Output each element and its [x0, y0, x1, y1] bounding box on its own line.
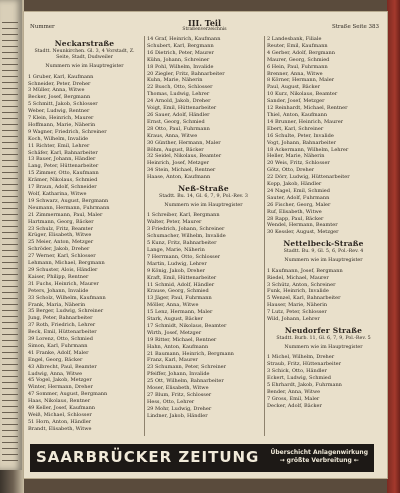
resident-entry: 6 Hein, Paul, Fuhrmann [267, 63, 328, 70]
resident-entry: 49 Keller, Josef, Kaufmann [28, 405, 96, 412]
resident-entry: Brandt, Elisabeth, Witwe [28, 425, 92, 432]
resident-entry: 37 Roth, Friedrich, Lehrer [28, 322, 96, 329]
resident-entry: 10 Kurz, Nikolaus, Beamter [267, 91, 338, 98]
resident-entry: 12 Reinhardt, Michael, Rentner [267, 105, 348, 112]
resident-entry: Frank, Maria, Näherin [28, 301, 86, 308]
resident-entry: 13 Bauer, Johann, Händler [28, 156, 96, 163]
resident-entry: Vogt, Johann, Bahnarbeiter [267, 139, 336, 146]
street-description: Nummern wie im Hauptregister [45, 64, 124, 70]
resident-entry: Schubert, Karl, Bergmann [147, 42, 214, 49]
resident-entry: 3 Schick, Otto, Händler [267, 368, 327, 375]
resident-entry: Paul, August, Bäcker [267, 84, 320, 91]
page-header [28, 18, 381, 34]
street-description: Nummern wie im Hauptregister [164, 203, 243, 209]
resident-entry: 11 Richter, Emil, Lehrer [28, 142, 90, 149]
resident-entry: Becker, Josef, Bergmann [28, 94, 91, 101]
resident-entry: 15 Zimmer, Otto, Kaufmann [28, 170, 99, 177]
street-title: Neß-Straße [178, 184, 229, 194]
ad-title: SAARBRÜCKER ZEITUNG [36, 448, 260, 466]
resident-entry: Lange, Marie, Näherin [147, 246, 205, 253]
resident-entry: Sauter, Adolf, Fuhrmann [267, 194, 330, 201]
street-title: Neckarstraße [54, 39, 115, 48]
street-description: Nummern wie im Hauptregister [284, 345, 363, 351]
street-description: Nummern wie im Hauptregister [284, 258, 363, 264]
resident-entry: Hoffmann, Marie, Näherin [28, 121, 96, 128]
resident-entry: 29 Schuster, Alois, Händler [28, 266, 98, 273]
resident-entry: Lang, Peter, Hüttenarbeiter [28, 163, 99, 170]
header-subtitle: Straßenverzeichnis [182, 27, 227, 32]
header-right: Straße Seite 383 [331, 24, 379, 30]
resident-entry: Thiel, Anton, Kaufmann [267, 111, 328, 118]
resident-entry: Winter, Hermann, Dreher [28, 384, 93, 391]
resident-entry: 22 Dörr, Ludwig, Hüttenarbeiter [267, 174, 350, 181]
column-divider [264, 36, 265, 436]
resident-entry: 1 Schreiber, Karl, Bergmann [147, 212, 220, 219]
resident-entry: Götz, Otto, Dreher [267, 167, 315, 174]
resident-entry: Wolf, Katharina, Witwe [28, 191, 87, 198]
header-left: Nummer [30, 24, 55, 30]
resident-entry: 47 Sommer, August, Bergmann [28, 391, 108, 398]
resident-entry: Walter, Peter, Maurer [147, 219, 202, 226]
resident-entry: Hahn, Anton, Kaufmann [147, 343, 209, 350]
book-cover-edge [387, 0, 400, 493]
resident-entry: 19 Ritter, Michael, Rentner [147, 336, 217, 343]
resident-entry: Schumacher, Wilhelm, Invalide [147, 233, 226, 240]
column-1 [28, 36, 141, 441]
resident-entry: 9 König, Jakob, Dreher [147, 267, 205, 274]
resident-entry: Engel, Georg, Bäcker [28, 356, 83, 363]
resident-entry: 7 Herrmann, Otto, Schlosser [147, 253, 221, 260]
resident-entry: 2 Landesbank, Filiale [267, 36, 322, 42]
resident-entry: Kraft, Emil, Hüttenarbeiter [147, 274, 217, 281]
ad-slogan-line: Überschicht Anlagenwirkung [270, 449, 368, 456]
resident-entry: 3 Schütz, Anton, Schreiner [267, 281, 336, 288]
resident-entry: 25 Meier, Anton, Metzger [28, 239, 94, 246]
resident-entry: 30 Kessler, August, Metzger [267, 229, 339, 236]
resident-entry: Schröder, Jakob, Dreher [28, 246, 90, 253]
resident-entry: Stark, August, Bäcker [147, 316, 203, 323]
resident-entry: 17 Schmidt, Nikolaus, Beamter [147, 322, 227, 329]
resident-entry: Funk, Heinrich, Invalide [267, 288, 329, 295]
resident-entry: 5 Kunz, Fritz, Bahnarbeiter [147, 240, 217, 247]
resident-entry: Heinrich, Josef, Metzger [147, 160, 209, 167]
resident-entry: 3 Müller, Anna, Witwe [28, 87, 85, 94]
resident-entry: 23 Schumann, Peter, Schreiner [147, 364, 227, 371]
resident-entry: 18 Ackermann, Wilhelm, Lehrer [267, 146, 349, 153]
resident-entry: 27 Werner, Karl, Schlosser [28, 253, 96, 260]
resident-entry: 20 Ziegler, Fritz, Bahnarbeiter [147, 70, 225, 77]
resident-entry: Ludwig, Anna, Witwe [28, 370, 83, 377]
resident-entry: 26 Fischer, Georg, Maler [267, 201, 331, 208]
resident-entry: Beck, Emil, Hüttenarbeiter [28, 329, 97, 336]
resident-entry: 1 Kaufmann, Josef, Bergmann [267, 267, 343, 274]
resident-entry: Lindner, Jakob, Händler [147, 412, 208, 419]
resident-entry: 5 Schmitt, Jakob, Schlosser [28, 101, 98, 108]
resident-entry: Kopp, Jakob, Händler [267, 181, 322, 188]
resident-entry: Krämer, Nikolaus, Schmied [28, 177, 98, 184]
resident-entry: 1 Michel, Wilhelm, Dreher [267, 354, 335, 361]
resident-entry: Krause, Georg, Schmied [147, 288, 209, 295]
resident-entry: Thomas, Ludwig, Lehrer [147, 91, 210, 98]
resident-entry: 21 Zimmermann, Paul, Maler [28, 211, 103, 218]
resident-entry: Straub, Fritz, Hüttenarbeiter [267, 361, 341, 368]
resident-entry: Hauser, Marie, Näherin [267, 302, 328, 309]
ad-slogan [271, 449, 368, 465]
resident-entry: Kuhn, Marie, Näherin [147, 77, 203, 84]
resident-entry: 27 Blum, Fritz, Schlosser [147, 392, 212, 398]
resident-entry: 13 Jäger, Paul, Fuhrmann [147, 295, 212, 302]
resident-entry: Ernst, Georg, Schmied [147, 118, 205, 125]
header-part: III. Teil [188, 18, 221, 28]
resident-entry: 8 Körner, Hermann, Maler [267, 77, 335, 84]
resident-entry: 16 Dietrich, Peter, Maurer [147, 49, 214, 56]
ad-slogan-line: → größte Verbreitung ← [279, 457, 359, 464]
resident-entry: Riedel, Michael, Maurer [267, 274, 329, 281]
resident-entry: 17 Braun, Adolf, Schneider [28, 184, 97, 191]
resident-entry: 22 Busch, Otto, Schlosser [147, 84, 213, 91]
resident-entry: 32 Seidel, Nikolaus, Beamter [147, 153, 222, 160]
resident-entry: 39 Lorenz, Otto, Schmied [28, 336, 93, 343]
resident-entry: 35 Berger, Ludwig, Schreiner [28, 308, 104, 315]
resident-entry: 21 Baumann, Heinrich, Bergmann [147, 350, 234, 357]
street-title: Nettelbeck-Straße [283, 239, 364, 249]
resident-entry: Franz, Karl, Maurer [147, 357, 198, 364]
resident-entry: Schneider, Peter, Dreher [28, 80, 91, 87]
resident-entry: Ebert, Karl, Schreiner [267, 125, 324, 132]
resident-entry: Decker, Adolf, Bäcker [267, 402, 322, 409]
resident-entry: Bender, Anna, Witwe [267, 388, 321, 395]
resident-entry: 14 Graf, Heinrich, Kaufmann [147, 36, 221, 42]
resident-entry: 14 Brunner, Heinrich, Maurer [267, 118, 344, 125]
resident-entry: Haas, Nikolaus, Rentner [28, 398, 91, 405]
street-description: Stadtt. Neunkirchen. Gl. 3, 4 Vorstadt, Z. Seite, Stadt, Dudweiler [34, 49, 135, 61]
resident-entry: Maurer, Georg, Schmied [267, 56, 330, 63]
left-page-edge [0, 0, 22, 470]
resident-entry: Martin, Ludwig, Lehrer [147, 260, 207, 267]
resident-entry: Haase, Anton, Kaufmann [147, 174, 211, 181]
resident-entry: Kaiser, Philipp, Rentner [28, 273, 89, 280]
resident-entry: 24 Nagel, Emil, Schmied [267, 187, 330, 194]
resident-entry: 23 Schulz, Fritz, Beamter [28, 225, 94, 232]
resident-entry: Reuter, Emil, Kaufmann [267, 42, 328, 49]
resident-entry: 15 Lenz, Hermann, Maler [147, 309, 213, 316]
resident-entry: Ruf, Elisabeth, Witwe [267, 208, 322, 215]
resident-entry: Krüger, Elisabeth, Witwe [28, 232, 92, 239]
resident-entry: 41 Franke, Adolf, Maler [28, 349, 89, 356]
resident-entry: Voigt, Emil, Hüttenarbeiter [147, 105, 217, 112]
resident-entry: Hartmann, Georg, Bäcker [28, 218, 94, 225]
resident-entry: 9 Wagner, Friedrich, Schreiner [28, 128, 107, 135]
resident-entry: Kraus, Anna, Witwe [147, 132, 198, 139]
resident-entry: 45 Vogel, Jakob, Metzger [28, 377, 92, 384]
resident-entry: 1 Gruber, Karl, Kaufmann [28, 73, 94, 80]
resident-entry: 24 Arnold, Jakob, Dreher [147, 98, 211, 105]
resident-entry: Brenner, Anna, Witwe [267, 70, 323, 77]
resident-entry: 4 Gerber, Adolf, Bergmann [267, 49, 335, 56]
column-divider [144, 36, 145, 436]
resident-entry: 7 Gross, Emil, Maler [267, 395, 320, 402]
street-title: Neudorfer Straße [284, 325, 363, 335]
resident-entry: 28 Otto, Paul, Fuhrmann [147, 125, 210, 132]
resident-entry: Wild, Johann, Lehrer [267, 316, 320, 323]
resident-entry: 5 Wenzel, Karl, Bahnarbeiter [267, 295, 341, 302]
resident-entry: 28 Rapp, Paul, Bäcker [267, 215, 324, 222]
resident-entry: Möller, Anna, Witwe [147, 302, 199, 309]
resident-entry: 43 Albrecht, Paul, Beamter [28, 363, 97, 370]
resident-entry: 3 Friedrich, Johann, Schreiner [147, 226, 225, 233]
resident-entry: Peters, Johann, Invalide [28, 287, 89, 294]
resident-entry: 51 Horn, Anton, Händler [28, 418, 92, 425]
resident-entry: Kühn, Johann, Schreiner [147, 56, 210, 63]
resident-entry: Schäfer, Karl, Bahnarbeiter [28, 149, 98, 156]
resident-entry: Hess, Otto, Lehrer [147, 398, 195, 405]
resident-entry: Pfeiffer, Johann, Invalide [147, 371, 210, 378]
resident-entry: 7 Klein, Heinrich, Maurer [28, 115, 94, 122]
resident-entry: Wendel, Hermann, Beamter [267, 222, 338, 229]
newspaper-advertisement [30, 444, 374, 472]
resident-entry: 18 Pohl, Wilhelm, Invalide [147, 63, 214, 70]
street-description: Stadtt. Bu. 14, Gl. 6, 7, 9, Pol.-Rev. 3 [159, 194, 248, 200]
resident-entry: 29 Mohr, Ludwig, Dreher [147, 405, 212, 412]
resident-entry: 31 Fuchs, Heinrich, Maurer [28, 280, 99, 287]
resident-entry: 19 Schwarz, August, Bergmann [28, 197, 109, 204]
resident-entry: Lehmann, Michael, Bergmann [28, 260, 105, 267]
resident-entry: Simon, Karl, Fuhrmann [28, 342, 88, 349]
resident-entry: 33 Scholz, Wilhelm, Kaufmann [28, 294, 106, 301]
resident-entry: 5 Ehrhardt, Jakob, Fuhrmann [267, 381, 342, 388]
resident-entry: Moser, Elisabeth, Witwe [147, 385, 209, 392]
resident-entry: Koch, Wilhelm, Invalide [28, 135, 89, 142]
column-2 [147, 36, 260, 441]
directory-page [24, 12, 387, 478]
resident-entry: 30 Günther, Hermann, Maler [147, 139, 221, 146]
resident-entry: 16 Schulte, Peter, Invalide [267, 132, 334, 139]
resident-entry: Heller, Marie, Näherin [267, 153, 325, 160]
resident-entry: Jung, Peter, Bahnarbeiter [28, 315, 93, 322]
street-description: Stadtt. Burb. 11, Gl. 6, 7, 9, Pol.-Rev. 5 [276, 335, 371, 341]
resident-entry: Böhm, August, Bäcker [147, 146, 204, 153]
resident-entry: Weber, Ludwig, Rentner [28, 108, 90, 115]
resident-entry: 25 Ott, Wilhelm, Bahnarbeiter [147, 378, 224, 385]
resident-entry: Neumann, Hermann, Fuhrmann [28, 204, 110, 211]
resident-entry: Eckert, Ludwig, Schmied [267, 375, 331, 382]
resident-entry: 20 Weis, Fritz, Schlosser [267, 160, 330, 167]
resident-entry: 34 Stein, Michael, Rentner [147, 167, 216, 174]
resident-entry: 11 Schmid, Adolf, Händler [147, 281, 215, 288]
resident-entry: Sander, Josef, Metzger [267, 98, 325, 105]
resident-entry: 26 Sauer, Adolf, Händler [147, 111, 210, 118]
resident-entry: 7 Lutz, Peter, Schlosser [267, 309, 327, 316]
resident-entry: Wirth, Josef, Metzger [147, 329, 202, 336]
resident-entry: Weiß, Michael, Schlosser [28, 412, 92, 419]
street-description: Stadtt. Bu. 9, Gl. 5, 6, Pol.-Rev. 4 [283, 249, 364, 255]
column-3 [267, 36, 380, 441]
